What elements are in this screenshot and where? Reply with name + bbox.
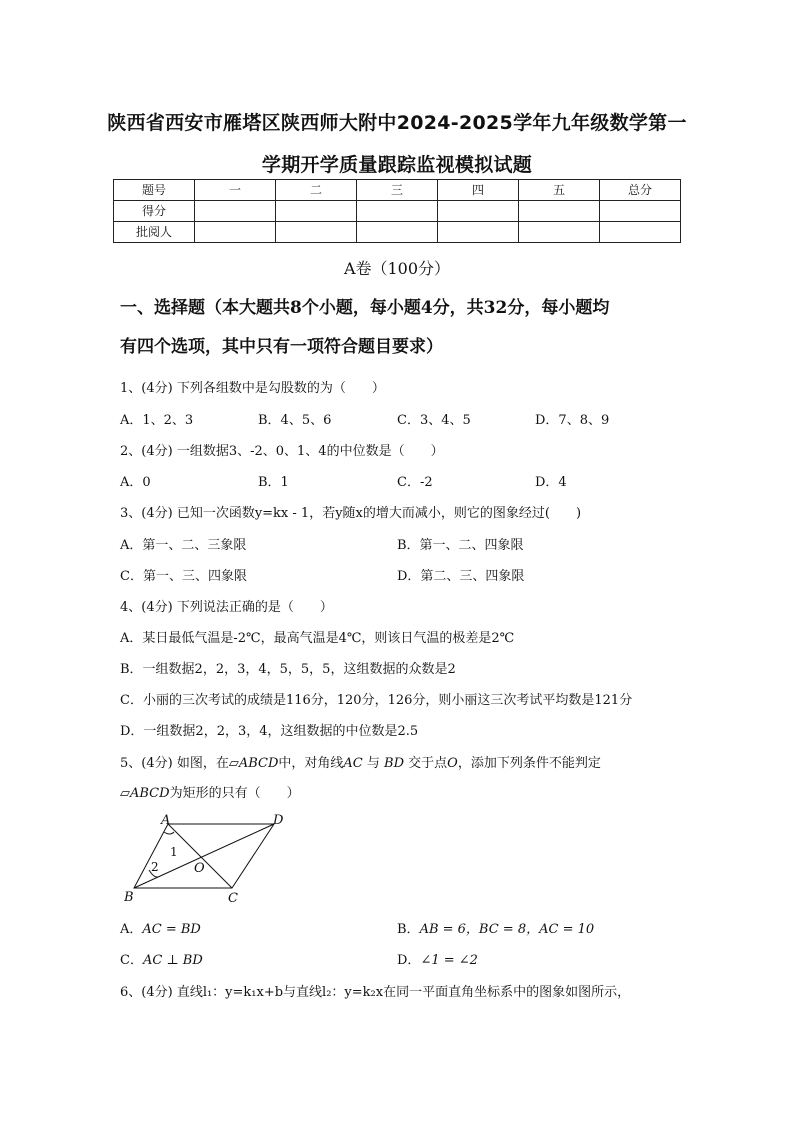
question-4-option-d[interactable]: D．一组数据2，2，3，4，这组数据的中位数是2.5 [120, 724, 419, 739]
q5-stem-text: 与 [362, 756, 385, 771]
question-5-option-d[interactable] [397, 949, 478, 968]
question-1-option-b[interactable]: B．4、5、6 [258, 413, 332, 428]
parallelogram-figure [124, 812, 294, 904]
score-input-cell[interactable] [195, 201, 276, 222]
score-table-row [114, 222, 681, 243]
exam-title-line1: 陕西省西安市雁塔区陕西师大附中2024-2025学年九年级数学第一 [107, 112, 687, 134]
option-letter: D． [397, 953, 421, 968]
option-letter: A． [120, 922, 143, 937]
score-table-cell: 批阅人 [114, 222, 195, 243]
q5-stem-text: ，添加下列条件不能判定 [457, 756, 601, 771]
question-4-option-a[interactable]: A．某日最低气温是-2℃，最高气温是4℃，则该日气温的极差是2℃ [120, 631, 515, 646]
question-6-stem: 6、(4分) 直线l₁：y=k₁x+b与直线l₂：y=k₂x在同一平面直角坐标系中的图象如图所示， [120, 985, 631, 1000]
segment-ac: AC [343, 756, 363, 771]
question-2-option-c[interactable]: C．-2 [397, 475, 433, 490]
question-5-option-b[interactable] [397, 918, 594, 937]
exam-title-line2: 学期开学质量跟踪监视模拟试题 [261, 154, 533, 176]
question-5-stem-line2 [120, 782, 300, 801]
section1-heading-line2: 有四个选项，其中只有一项符合题目要求） [120, 337, 443, 357]
option-formula: AC ⊥ BD [142, 953, 203, 968]
segment-bd: BD [384, 756, 404, 771]
reviewer-input-cell[interactable] [357, 222, 438, 243]
reviewer-input-cell[interactable] [195, 222, 276, 243]
question-3-stem: 3、(4分) 已知一次函数y=kx - 1，若y随x的增大而减小，则它的图象经过( ) [120, 506, 582, 521]
reviewer-input-cell[interactable] [600, 222, 681, 243]
option-formula: AB = 6，BC = 8，AC = 10 [419, 922, 595, 937]
option-formula: ∠1 = ∠2 [420, 953, 478, 968]
question-1-option-c[interactable]: C．3、4、5 [397, 413, 471, 428]
reviewer-input-cell[interactable] [276, 222, 357, 243]
score-table-cell: 五 [519, 180, 600, 201]
question-4-stem: 4、(4分) 下列说法正确的是（ ） [120, 600, 333, 615]
score-table-cell: 总分 [600, 180, 681, 201]
question-1-option-a[interactable]: A．1、2、3 [120, 413, 194, 428]
score-input-cell[interactable] [519, 201, 600, 222]
reviewer-input-cell[interactable] [519, 222, 600, 243]
reviewer-input-cell[interactable] [438, 222, 519, 243]
score-table-cell: 一 [195, 180, 276, 201]
question-2-option-a[interactable]: A．0 [120, 475, 151, 490]
question-1-option-d[interactable]: D．7、8、9 [535, 413, 610, 428]
label-a: A [161, 813, 171, 828]
score-table-row [114, 201, 681, 222]
question-4-option-b[interactable]: B．一组数据2，2，3，4，5，5，5，这组数据的众数是2 [120, 662, 456, 677]
label-c: C [228, 891, 238, 904]
section-a-heading: A卷（100分） [343, 259, 451, 278]
question-3-option-b[interactable]: B．第一、二、四象限 [397, 538, 524, 553]
question-3-option-d[interactable]: D．第二、三、四象限 [397, 569, 525, 584]
label-d: D [273, 813, 284, 828]
score-table-header-row [114, 180, 681, 201]
question-3-option-c[interactable]: C．第一、三、四象限 [120, 569, 247, 584]
score-input-cell[interactable] [357, 201, 438, 222]
question-4-option-c[interactable]: C．小丽的三次考试的成绩是116分，120分，126分，则小丽这三次考试平均数是121分 [120, 693, 633, 708]
section1-heading-line1: 一、选择题（本大题共8个小题，每小题4分，共32分，每小题均 [120, 298, 610, 318]
label-o: O [194, 861, 205, 876]
q5-stem-text: 为矩形的只有（ ） [169, 786, 300, 801]
score-table [113, 179, 681, 243]
question-5-stem-line1 [120, 752, 601, 771]
score-input-cell[interactable] [438, 201, 519, 222]
point-o: O [447, 756, 458, 771]
parallelogram-symbol: ▱ABCD [120, 786, 170, 801]
q5-stem-text: 5、(4分) 如图，在 [120, 756, 229, 771]
question-2-option-d[interactable]: D．4 [535, 475, 567, 490]
option-letter: B． [397, 922, 420, 937]
score-input-cell[interactable] [600, 201, 681, 222]
score-table-cell: 得分 [114, 201, 195, 222]
option-formula: AC = BD [142, 922, 201, 937]
q5-stem-text: 交于点 [404, 756, 448, 771]
question-5-option-c[interactable] [120, 949, 203, 968]
label-b: B [124, 890, 134, 904]
option-letter: C． [120, 953, 143, 968]
parallelogram-symbol: ▱ABCD [228, 756, 279, 771]
score-table-cell: 题号 [114, 180, 195, 201]
question-5-option-a[interactable] [120, 918, 201, 937]
score-input-cell[interactable] [276, 201, 357, 222]
question-2-stem: 2、(4分) 一组数据3、-2、0、1、4的中位数是（ ） [120, 444, 444, 459]
question-2-option-b[interactable]: B．1 [258, 475, 289, 490]
label-angle-2: 2 [151, 860, 159, 874]
score-table-cell: 四 [438, 180, 519, 201]
label-angle-1: 1 [170, 845, 178, 859]
q5-stem-text: 中，对角线 [278, 756, 344, 771]
score-table-cell: 三 [357, 180, 438, 201]
angle-1-arc [164, 832, 174, 834]
question-1-stem: 1、(4分) 下列各组数中是勾股数的为（ ） [120, 381, 385, 396]
score-table-cell: 二 [276, 180, 357, 201]
question-3-option-a[interactable]: A．第一、二、三象限 [120, 538, 247, 553]
